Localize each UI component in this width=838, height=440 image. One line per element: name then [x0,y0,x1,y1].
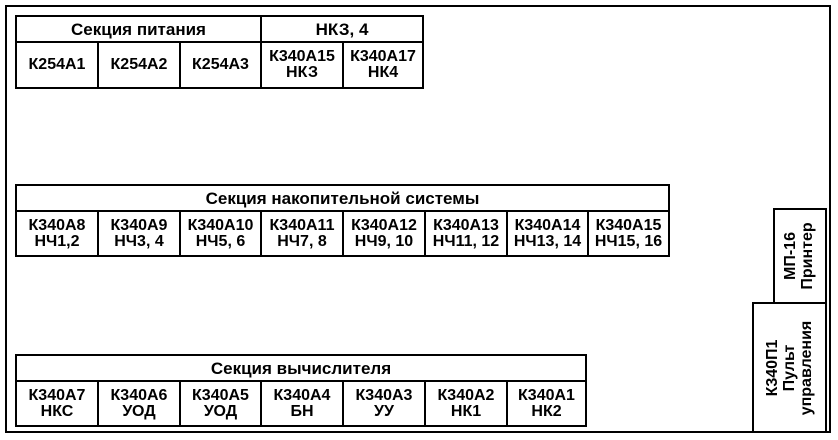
module-label: К340А5 [192,386,249,404]
module-k340a14 [506,210,589,257]
module-k340a2 [424,380,508,427]
module-sublabel: УОД [122,402,156,420]
module-k340a15-storage [587,210,670,257]
module-label: К340А8 [28,216,86,234]
module-k340a1 [506,380,587,427]
module-label: К340А10 [187,216,254,234]
printer-label [783,222,817,289]
module-sublabel: НКЗ [286,64,318,81]
computer-section-title: Секция вычислителя [210,358,392,378]
printer-name: Принтер [799,222,816,290]
module-sublabel: НЧ5, 6 [195,232,246,250]
module-sublabel: УОД [203,402,238,420]
module-sublabel: НЧ7, 8 [277,232,327,250]
module-label: К254А3 [192,56,249,73]
module-label: К254А2 [110,56,168,73]
module-label: К340А17 [350,48,416,65]
module-sublabel: НК1 [450,402,482,420]
module-label: К340А15 [595,216,662,234]
module-k340a9 [97,210,181,257]
module-sublabel: НКС [40,402,74,420]
power-section-header [15,15,262,43]
module-label: К254А1 [28,56,86,73]
computer-section-header [15,354,587,382]
module-k340a3 [342,380,426,427]
module-label: К340А13 [433,216,499,234]
module-label: К340А6 [110,386,168,404]
module-k340a6 [97,380,181,427]
module-k340a7 [15,380,99,427]
module-label: К340А7 [28,386,86,404]
module-sublabel: НК4 [367,64,399,81]
printer-model: МП-16 [782,232,800,280]
module-k254a1 [15,41,99,89]
module-label: К340А14 [514,216,581,234]
module-sublabel: НЧ13, 14 [513,232,582,250]
nk34-section-title: НКЗ, 4 [315,19,369,39]
module-k340a17-nk4 [342,41,424,89]
module-label: К340А3 [355,386,413,404]
module-label: К340А4 [273,386,331,404]
module-k340a11 [260,210,344,257]
module-k340a12 [342,210,426,257]
module-k340a10 [179,210,262,257]
module-sublabel: НК2 [531,402,562,420]
module-k340a4 [260,380,344,427]
nk34-section-header [260,15,424,43]
console-model: К340П1 [763,339,781,396]
console-name-2: управления [796,320,814,415]
module-label: К340А2 [437,386,495,404]
module-k340a8 [15,210,99,257]
storage-section-header [15,184,670,212]
module-label: К340А15 [269,48,335,65]
module-sublabel: БН [290,402,314,420]
module-sublabel: УУ [374,402,394,420]
storage-section-title: Секция накопительной системы [205,188,480,208]
module-k254a2 [97,41,181,89]
module-k340a15-nk3 [260,41,344,89]
module-label: К340А12 [351,216,417,234]
module-label: К340А11 [269,216,335,234]
module-sublabel: НЧ15, 16 [594,232,663,250]
module-k254a3 [179,41,262,89]
printer-block [773,208,827,304]
module-label: К340А9 [110,216,168,234]
module-k340a13 [424,210,508,257]
power-section-title: Секция питания [71,19,206,39]
console-label [764,320,814,415]
module-sublabel: НЧ3, 4 [114,232,164,250]
module-sublabel: НЧ11, 12 [432,232,500,250]
console-block [752,302,827,433]
module-sublabel: НЧ1,2 [34,232,80,250]
module-sublabel: НЧ9, 10 [354,232,414,250]
module-k340a5 [179,380,262,427]
module-label: К340А1 [518,386,575,404]
console-name-1: Пульт [780,344,798,391]
